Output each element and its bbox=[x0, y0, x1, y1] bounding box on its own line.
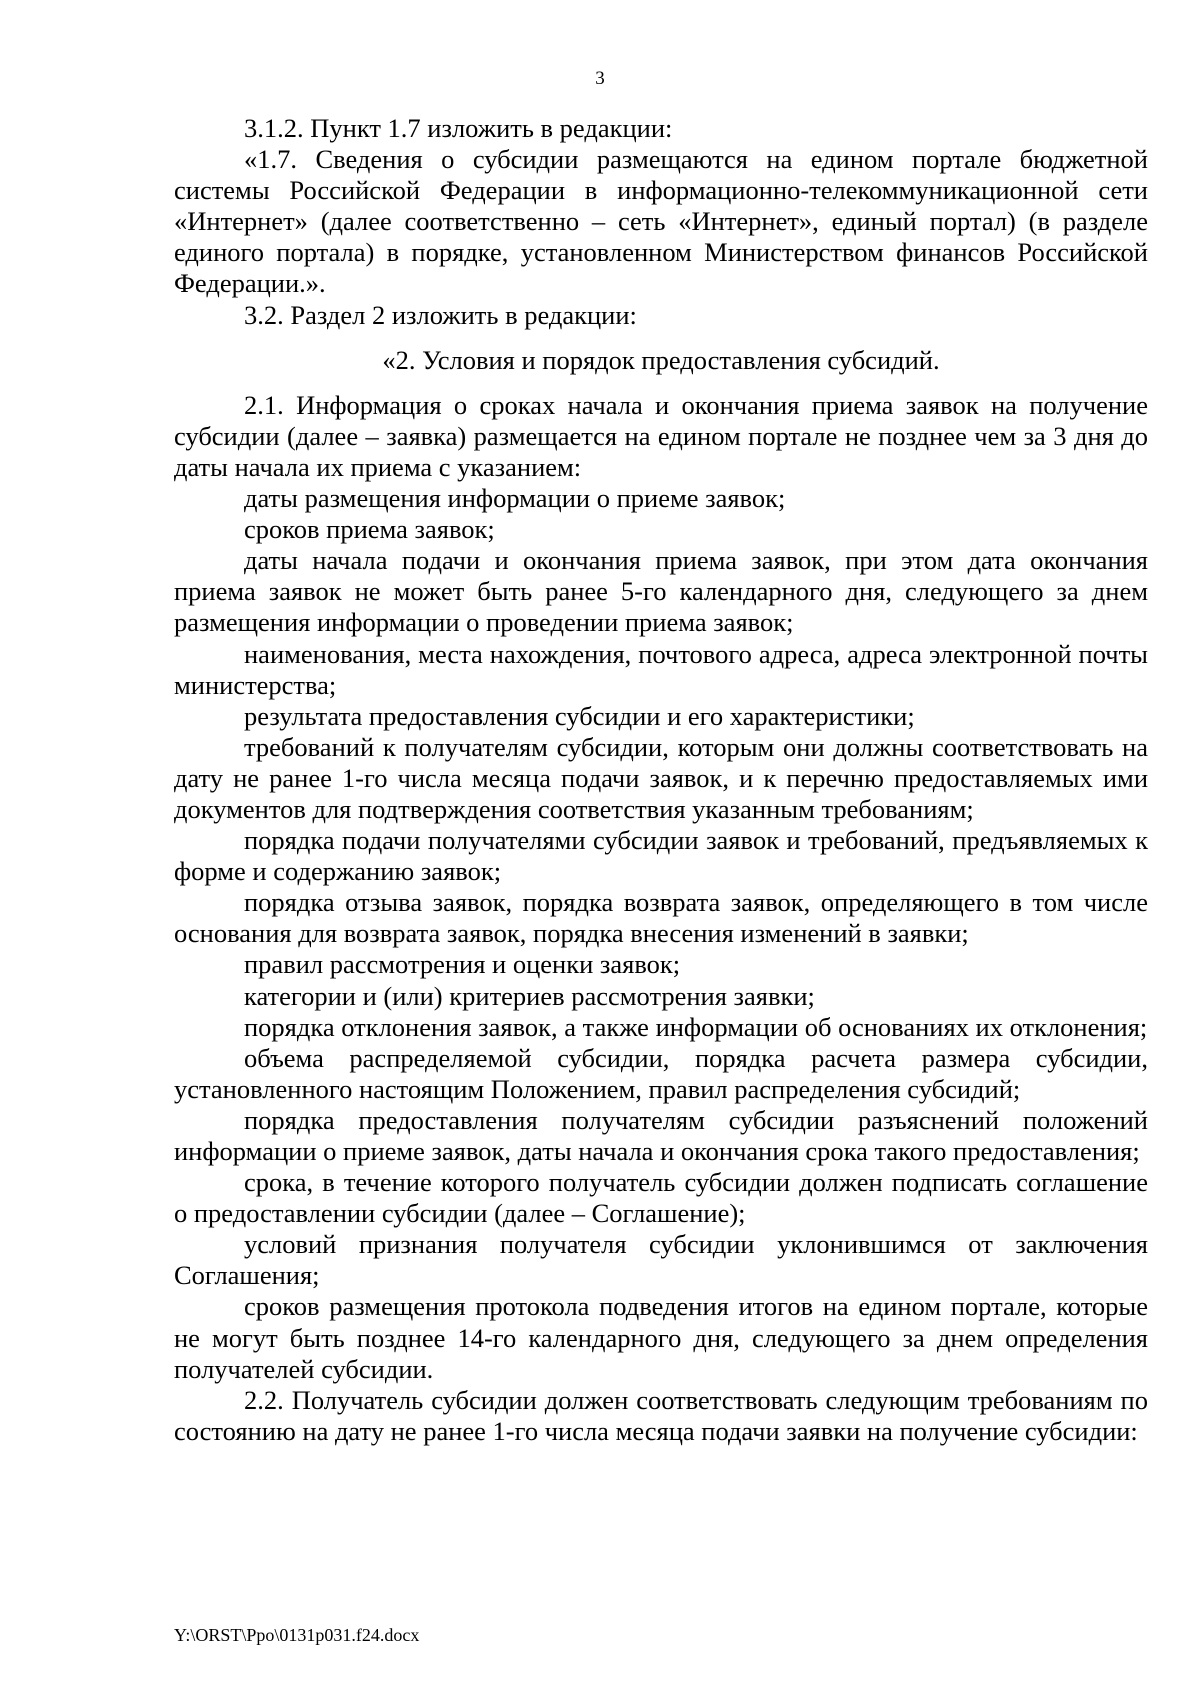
list-item: условий признания получателя субсидии уклонившимся от заключения Соглашения; bbox=[174, 1229, 1148, 1291]
list-item: правил рассмотрения и оценки заявок; bbox=[244, 949, 681, 980]
list-item: даты начала подачи и окончания приема заявок, при этом дата окончания приема заявок не может быть ранее 5-го календарного дня, следующего за днем размещения информации о проведении приема заявок; bbox=[174, 545, 1148, 638]
paragraph-2-2: 2.2. Получатель субсидии должен соответствовать следующим требованиям по состоянию на дату не ранее 1-го числа месяца подачи заявки на получение субсидии: bbox=[174, 1384, 1148, 1446]
footer-file-path: Y:\ORST\Ppo\0131p031.f24.docx bbox=[174, 1625, 420, 1645]
paragraph-1-7: «1.7. Сведения о субсидии размещаются на едином портале бюджетной системы Российской Федерации в информационно-телекоммуникационной сети «Интернет» (далее соответственно – сеть «Интернет», единый портал) (в разделе единого портала) в порядке, установленном Министерством финансов Российской Федерации.». bbox=[174, 144, 1148, 299]
page-number: 3 bbox=[595, 68, 605, 89]
list-item: порядка отзыва заявок, порядка возврата заявок, определяющего в том числе основания для возврата заявок, порядка внесения изменений в заявки; bbox=[174, 887, 1148, 949]
list-item: сроков приема заявок; bbox=[244, 514, 495, 545]
list-item: порядка предоставления получателям субсидии разъяснений положений информации о приеме заявок, даты начала и окончания срока такого предоставления; bbox=[174, 1104, 1148, 1166]
list-item: порядка отклонения заявок, а также информации об основаниях их отклонения; bbox=[244, 1011, 1148, 1042]
paragraph-3-1-2: 3.1.2. Пункт 1.7 изложить в редакции: bbox=[244, 113, 673, 143]
list-item: даты размещения информации о приеме заявок; bbox=[244, 483, 786, 514]
list-item: требований к получателям субсидии, которым они должны соответствовать на дату не ранее 1-го числа месяца подачи заявок, и к перечню предоставляемых ими документов для подтверждения соответствия указанным требованиям; bbox=[174, 731, 1148, 824]
section-heading: «2. Условия и порядок предоставления субсидий. bbox=[382, 344, 940, 375]
list-item: категории и (или) критериев рассмотрения заявки; bbox=[244, 980, 815, 1011]
list-item: срока, в течение которого получатель субсидии должен подписать соглашение о предоставлении субсидии (далее – Соглашение); bbox=[174, 1167, 1148, 1229]
list-item: результата предоставления субсидии и его характеристики; bbox=[244, 700, 915, 731]
list-item: сроков размещения протокола подведения итогов на едином портале, которые не могут быть позднее 14-го календарного дня, следующего за днем определения получателей субсидии. bbox=[174, 1291, 1148, 1384]
list-item: порядка подачи получателями субсидии заявок и требований, предъявляемых к форме и содержанию заявок; bbox=[174, 825, 1148, 887]
list-item: объема распределяемой субсидии, порядка расчета размера субсидии, установленного настоящим Положением, правил распределения субсидий; bbox=[174, 1042, 1148, 1104]
list-item: наименования, места нахождения, почтового адреса, адреса электронной почты министерства; bbox=[174, 638, 1148, 700]
document-body bbox=[174, 113, 1148, 1447]
paragraph-3-2: 3.2. Раздел 2 изложить в редакции: bbox=[244, 299, 637, 330]
paragraph-2-1: 2.1. Информация о сроках начала и окончания приема заявок на получение субсидии (далее – заявка) размещается на едином портале не позднее чем за 3 дня до даты начала их приема с указанием: bbox=[174, 389, 1148, 482]
